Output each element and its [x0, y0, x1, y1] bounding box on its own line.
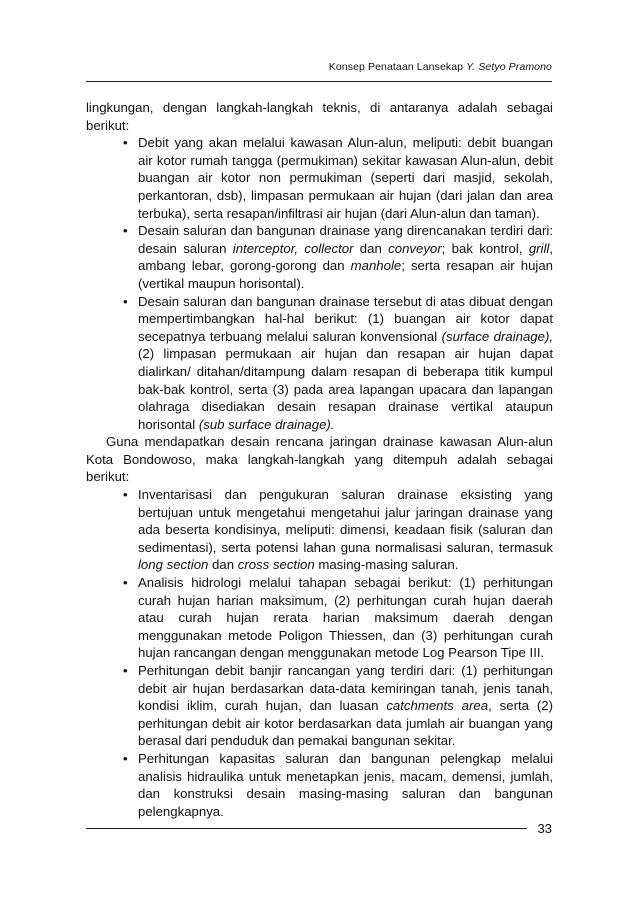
bullet-icon: •	[123, 135, 128, 151]
book-title: Konsep Penataan Lansekap	[328, 61, 464, 73]
bullet-icon: •	[123, 663, 128, 678]
list-item	[86, 750, 553, 820]
bullet-icon: •	[123, 487, 128, 503]
text-run: Perhitungan kapasitas saluran dan bangunan pelengkap melalui analisis hidraulika untuk menetapkan jenis, macam, demensi, jumlah, dan konstruksi desain masing-masing saluran dan bangunan pelengkapnya.	[138, 750, 553, 819]
text-run: dan	[208, 557, 238, 573]
text-run: Inventarisasi dan pengukuran saluran drainase eksisting yang bertujuan untuk mengetahui mengetahui jalur jaringan drainase yang ada beserta kondisinya, meliputi: dimensi, keadaan fisik (saluran dan sedimentasi), serta potensi lahan guna normalisasi saluran, termasuk	[138, 487, 553, 555]
intro-paragraph: lingkungan, dengan langkah-langkah teknis, di antaranya adalah sebagai berikut:	[86, 100, 553, 133]
italic-term: manhole	[350, 258, 402, 274]
book-author: Y. Setyo Pramono	[466, 61, 552, 73]
bullet-icon: •	[123, 223, 128, 239]
list-item	[86, 574, 553, 662]
italic-term: (sub surface drainage).	[198, 416, 335, 432]
text-run: ; bak kontrol,	[441, 240, 529, 256]
italic-term: (surface drainage),	[441, 328, 554, 344]
page-number: 33	[537, 821, 552, 836]
list-item	[86, 662, 553, 750]
running-header	[86, 61, 552, 73]
italic-term: long section	[138, 557, 209, 573]
page-body	[86, 99, 553, 820]
text-run: Desain saluran dan bangunan drainase tersebut di atas dibuat dengan mempertimbangkan hal-hal berikut: (1) buangan air kotor dapat secepatnya terbuang melalui saluran konvensional	[138, 293, 553, 344]
italic-term: grill	[528, 240, 550, 256]
text-run: , ambang lebar, gorong-gorong dan	[138, 240, 553, 274]
italic-term: interceptor, collector	[232, 240, 354, 256]
method-paragraph: Guna mendapatkan desain rencana jaringan drainase kawasan Alun-alun Kota Bondowoso, maka langkah-langkah yang ditempuh adalah sebagai berikut:	[86, 434, 553, 485]
procedure-steps-list	[86, 486, 553, 820]
list-item	[86, 222, 553, 292]
bullet-icon: •	[123, 575, 128, 591]
header-rule	[86, 81, 552, 82]
list-item	[86, 293, 553, 434]
italic-term: catchments area	[386, 698, 489, 714]
text-run: Desain saluran dan bangunan drainase yang direncanakan terdiri dari: desain saluran	[138, 223, 553, 256]
italic-term: conveyor	[388, 240, 442, 256]
text-run: Perhitungan debit banjir rancangan yang terdiri dari: (1) perhitungan debit air hujan berdasarkan data-data kemiringan tanah, jenis tanah, kondisi iklim, curah hujan, dan luasan	[138, 663, 553, 714]
italic-term: cross section	[237, 557, 315, 573]
text-run: (2) limpasan permukaan air hujan dan resapan air hujan dapat dialirkan/ ditahan/ditampung dalam resapan di beberapa titik kumpul bak-bak kontrol, serta (3) pada area lapangan upacara dan lapangan olahraga disediakan desain resapan drainase vertikal ataupun horisontal	[138, 346, 553, 432]
bullet-icon: •	[123, 293, 128, 309]
text-run: Analisis hidrologi melalui tahapan sebagai berikut: (1) perhitungan curah hujan harian maksimum, (2) perhitungan curah hujan daerah atau curah hujan rerata harian maksimum daerah dengan menggunakan metode Poligon Thiessen, dan (3) perhitungan curah hujan rancangan dengan menggunakan metode Log Pearson Tipe III.	[138, 575, 553, 661]
text-run: , serta (2) perhitungan debit air kotor berdasarkan data jumlah air buangan yang berasal dari penduduk dan pemakai bangunan sekitar.	[138, 698, 553, 749]
list-item	[86, 486, 553, 574]
bullet-icon: •	[123, 750, 128, 766]
technical-steps-list	[86, 134, 553, 433]
text-run: dan	[353, 240, 389, 256]
text-run: Debit yang akan melalui kawasan Alun-alun, meliputi: debit buangan air kotor rumah tangga (permukiman) sekitar kawasan Alun-alun, debit buangan air kotor non permukiman (seperti dari masjid, sekolah, perkantoran, dsb), limpasan permukaan air hujan (dari jalan dan area terbuka), serta resapan/infiltrasi air hujan (dari Alun-alun dan taman).	[138, 135, 553, 221]
list-item	[86, 134, 553, 222]
text-run: masing-masing saluran.	[314, 557, 459, 573]
text-run: ; serta resapan air hujan (vertikal maupun horisontal).	[138, 258, 553, 291]
footer-rule	[86, 828, 527, 829]
